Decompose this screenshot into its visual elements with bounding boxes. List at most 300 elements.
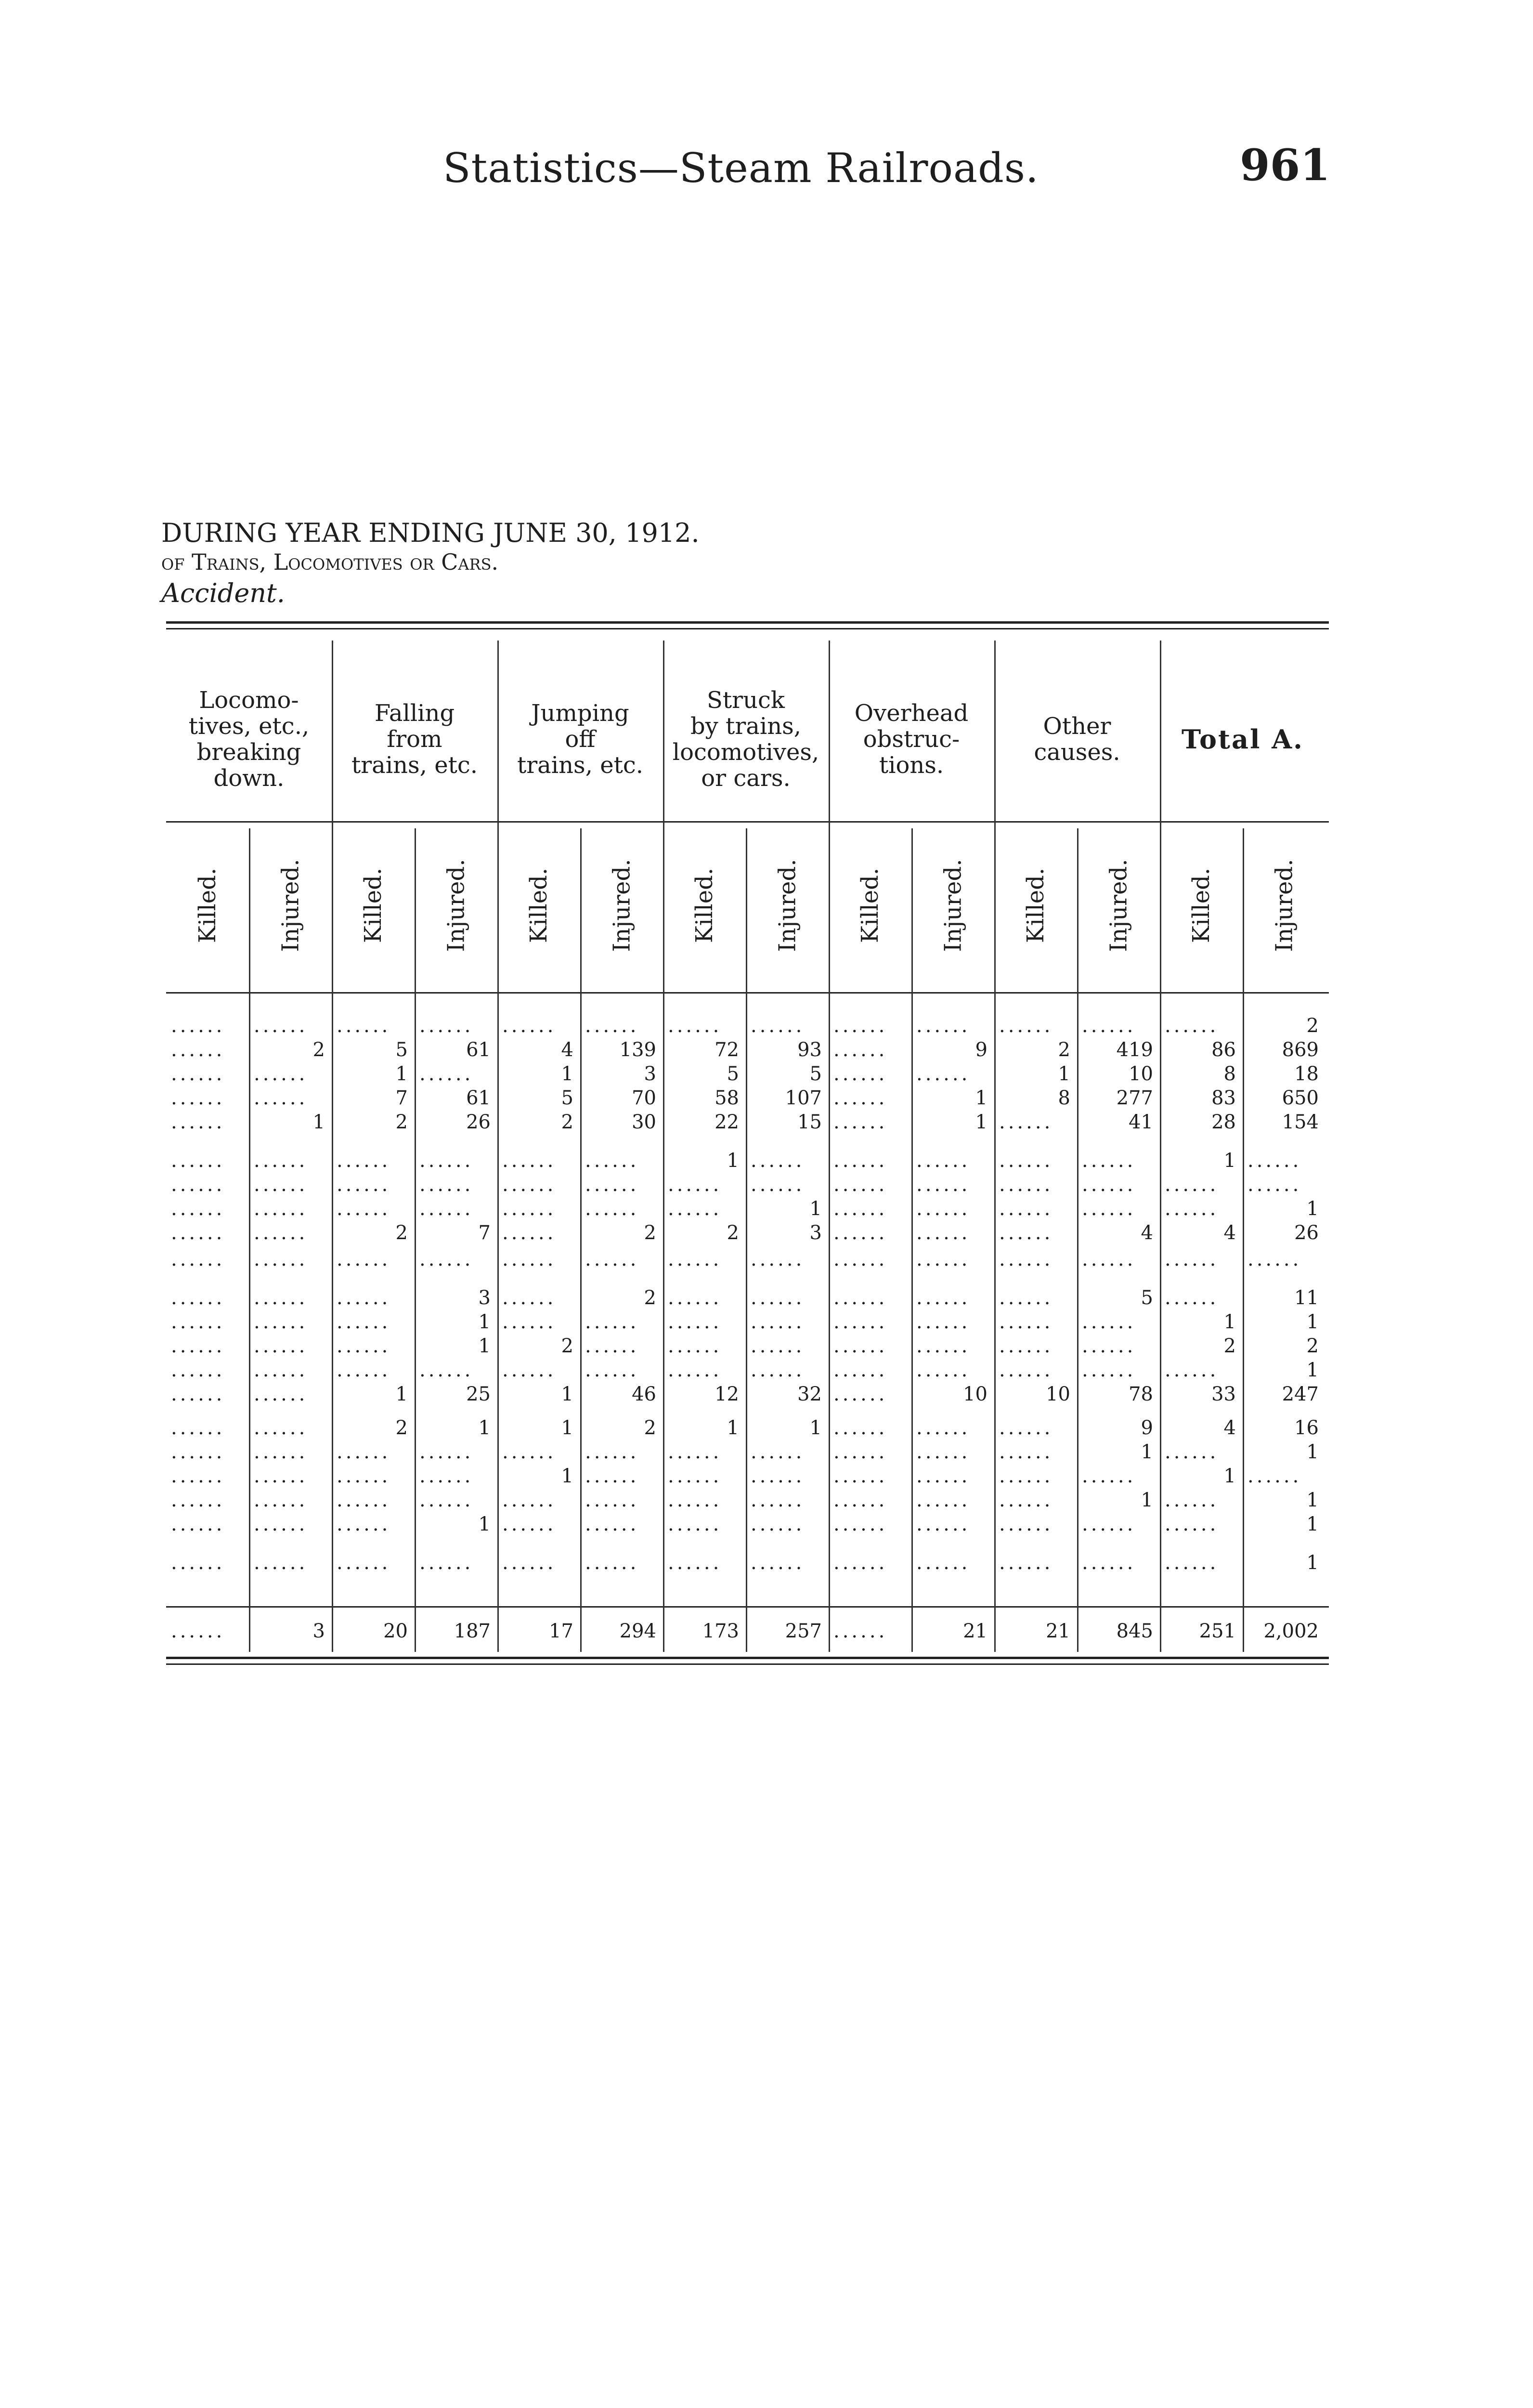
table-cell: ...... bbox=[833, 1015, 888, 1037]
table-cell: ...... bbox=[1082, 1248, 1136, 1270]
table-cell: ...... bbox=[337, 1015, 391, 1037]
subheader-label: Injured. bbox=[442, 859, 470, 952]
table-cell: ...... bbox=[419, 1489, 474, 1511]
table-cell: 8 bbox=[1058, 1087, 1070, 1109]
total-cell: 845 bbox=[1116, 1620, 1153, 1642]
killed-subheader bbox=[829, 824, 911, 987]
table-cell: ...... bbox=[751, 1311, 805, 1333]
table-cell: ...... bbox=[999, 1287, 1053, 1309]
table-cell: ...... bbox=[585, 1441, 639, 1463]
table-cell: 22 bbox=[715, 1111, 739, 1133]
table-cell: ...... bbox=[916, 1465, 971, 1487]
table-cell: ...... bbox=[999, 1198, 1053, 1220]
total-cell: 187 bbox=[454, 1620, 491, 1642]
table-cell: ...... bbox=[1165, 1489, 1219, 1511]
table-cell: ...... bbox=[502, 1359, 557, 1381]
table-cell: ...... bbox=[502, 1248, 557, 1270]
table-cell: 4 bbox=[1141, 1222, 1153, 1244]
table-cell: 419 bbox=[1116, 1039, 1153, 1061]
table-cell: ...... bbox=[254, 1287, 308, 1309]
table-cell: 2 bbox=[1306, 1335, 1319, 1357]
table-cell: ...... bbox=[1082, 1150, 1136, 1172]
table-cell: ...... bbox=[254, 1222, 308, 1244]
table-cell: ...... bbox=[916, 1335, 971, 1357]
total-cell: 17 bbox=[549, 1620, 573, 1642]
table-cell: 1 bbox=[727, 1150, 739, 1172]
table-cell: ...... bbox=[751, 1513, 805, 1535]
table-cell: 1 bbox=[975, 1111, 987, 1133]
table-cell: ...... bbox=[1165, 1513, 1219, 1535]
table-cell: 1 bbox=[975, 1087, 987, 1109]
table-cell: ...... bbox=[254, 1150, 308, 1172]
killed-subheader bbox=[332, 824, 415, 987]
table-cell: 1 bbox=[1306, 1552, 1319, 1574]
table-cell: ...... bbox=[171, 1489, 225, 1511]
table-cell: 107 bbox=[785, 1087, 822, 1109]
table-cell: ...... bbox=[502, 1198, 557, 1220]
table-cell: 93 bbox=[797, 1039, 822, 1061]
table-cell: ...... bbox=[337, 1311, 391, 1333]
table-cell: ...... bbox=[833, 1222, 888, 1244]
table-cell: ...... bbox=[1082, 1015, 1136, 1037]
table-cell: ...... bbox=[1247, 1150, 1302, 1172]
subheader-label: Killed. bbox=[525, 867, 552, 943]
table-cell: ...... bbox=[751, 1489, 805, 1511]
table-cell: 12 bbox=[715, 1383, 739, 1405]
table-cell: ...... bbox=[1165, 1174, 1219, 1196]
table-cell: ...... bbox=[833, 1111, 888, 1133]
table-cell: ...... bbox=[585, 1198, 639, 1220]
table-cell: ...... bbox=[254, 1335, 308, 1357]
table-cell: ...... bbox=[502, 1222, 557, 1244]
table-cell: 247 bbox=[1282, 1383, 1319, 1405]
subheader-label: Injured. bbox=[277, 859, 304, 952]
table-cell: 58 bbox=[715, 1087, 739, 1109]
table-cell: ...... bbox=[916, 1015, 971, 1037]
table-cell: ...... bbox=[337, 1441, 391, 1463]
table-cell: ...... bbox=[668, 1015, 722, 1037]
table-cell: ...... bbox=[999, 1513, 1053, 1535]
table-cell: ...... bbox=[337, 1359, 391, 1381]
table-cell: 1 bbox=[1141, 1489, 1153, 1511]
table-cell: 1 bbox=[395, 1063, 408, 1085]
table-cell: ...... bbox=[502, 1311, 557, 1333]
table-cell: ...... bbox=[668, 1174, 722, 1196]
total-cell: 21 bbox=[1046, 1620, 1070, 1642]
table-cell: 1 bbox=[1306, 1311, 1319, 1333]
table-cell: 2 bbox=[395, 1417, 408, 1439]
table-cell: ...... bbox=[916, 1359, 971, 1381]
table-cell: 9 bbox=[1141, 1417, 1153, 1439]
table-cell: 30 bbox=[632, 1111, 656, 1133]
table-cell: 1 bbox=[478, 1513, 491, 1535]
table-cell: ...... bbox=[751, 1335, 805, 1357]
table-cell: ...... bbox=[916, 1150, 971, 1172]
table-cell: 2 bbox=[312, 1039, 325, 1061]
table-cell: 2 bbox=[1223, 1335, 1236, 1357]
table-cell: 1 bbox=[478, 1417, 491, 1439]
table-cell: 41 bbox=[1129, 1111, 1153, 1133]
table-cell: ...... bbox=[668, 1287, 722, 1309]
table-cell: ...... bbox=[585, 1174, 639, 1196]
table-cell: ...... bbox=[916, 1552, 971, 1574]
table-cell: ...... bbox=[171, 1087, 225, 1109]
table-cell: 11 bbox=[1294, 1287, 1319, 1309]
table-cell: ...... bbox=[585, 1335, 639, 1357]
table-cell: ...... bbox=[833, 1417, 888, 1439]
table-cell: 10 bbox=[963, 1383, 987, 1405]
table-cell: ...... bbox=[833, 1198, 888, 1220]
total-cell: 257 bbox=[785, 1620, 822, 1642]
table-cell: ...... bbox=[668, 1359, 722, 1381]
table-cell: ...... bbox=[999, 1359, 1053, 1381]
table-cell: 16 bbox=[1294, 1417, 1319, 1439]
table-cell: 2 bbox=[727, 1222, 739, 1244]
table-cell: 72 bbox=[715, 1039, 739, 1061]
table-cell: 2 bbox=[1306, 1015, 1319, 1037]
table-cell: ...... bbox=[751, 1287, 805, 1309]
table-cell: 5 bbox=[561, 1087, 573, 1109]
total-cell: 20 bbox=[383, 1620, 408, 1642]
killed-subheader bbox=[166, 824, 249, 987]
table-cell: 1 bbox=[1306, 1513, 1319, 1535]
table-cell: ...... bbox=[916, 1287, 971, 1309]
bottom-rule-inner bbox=[166, 1663, 1329, 1665]
table-cell: ...... bbox=[668, 1311, 722, 1333]
table-cell: 1 bbox=[312, 1111, 325, 1133]
table-cell: ...... bbox=[1247, 1248, 1302, 1270]
table-cell: ...... bbox=[419, 1174, 474, 1196]
table-cell: ...... bbox=[751, 1465, 805, 1487]
table-cell: ...... bbox=[419, 1248, 474, 1270]
table-cell: ...... bbox=[585, 1359, 639, 1381]
table-cell: ...... bbox=[502, 1174, 557, 1196]
total-cell: 3 bbox=[312, 1620, 325, 1642]
table-cell: ...... bbox=[833, 1174, 888, 1196]
subheader-label: Injured. bbox=[939, 859, 967, 952]
table-cell: 8 bbox=[1223, 1063, 1236, 1085]
group-header-overhead-obstructions: Overhead obstruc- tions. bbox=[854, 700, 969, 779]
table-cell: 3 bbox=[478, 1287, 491, 1309]
table-cell: ...... bbox=[833, 1248, 888, 1270]
total-cell: 21 bbox=[963, 1620, 987, 1642]
table-cell: 3 bbox=[809, 1222, 822, 1244]
table-cell: ...... bbox=[916, 1417, 971, 1439]
table-cell: 1 bbox=[1223, 1465, 1236, 1487]
table-cell: ...... bbox=[171, 1359, 225, 1381]
table-cell: ...... bbox=[751, 1150, 805, 1172]
table-cell: ...... bbox=[171, 1150, 225, 1172]
table-cell: 1 bbox=[1306, 1359, 1319, 1381]
table-cell: 4 bbox=[1223, 1417, 1236, 1439]
table-cell: ...... bbox=[171, 1417, 225, 1439]
table-cell: 869 bbox=[1282, 1039, 1319, 1061]
table-cell: ...... bbox=[419, 1552, 474, 1574]
top-rule bbox=[166, 621, 1329, 624]
table-cell: ...... bbox=[916, 1441, 971, 1463]
total-cell: 294 bbox=[619, 1620, 656, 1642]
total-cell: 251 bbox=[1199, 1620, 1236, 1642]
table-cell: ...... bbox=[254, 1311, 308, 1333]
table-cell: 1 bbox=[727, 1417, 739, 1439]
table-cell: ...... bbox=[585, 1248, 639, 1270]
table-cell: ...... bbox=[833, 1489, 888, 1511]
table-cell: ...... bbox=[337, 1465, 391, 1487]
subheader-label: Killed. bbox=[691, 867, 718, 943]
table-cell: ...... bbox=[419, 1441, 474, 1463]
table-cell: ...... bbox=[751, 1174, 805, 1196]
injured-subheader bbox=[249, 824, 332, 987]
table-caption-line-1: DURING YEAR ENDING JUNE 30, 1912. bbox=[161, 518, 700, 548]
table-cell: 4 bbox=[1223, 1222, 1236, 1244]
table-cell: 78 bbox=[1129, 1383, 1153, 1405]
table-cell: ...... bbox=[254, 1465, 308, 1487]
table-cell: ...... bbox=[833, 1441, 888, 1463]
table-cell: 2 bbox=[395, 1222, 408, 1244]
table-cell: 2 bbox=[644, 1417, 656, 1439]
table-cell: ...... bbox=[585, 1015, 639, 1037]
injured-subheader bbox=[1243, 824, 1325, 987]
table-cell: ...... bbox=[751, 1359, 805, 1381]
table-cell: ...... bbox=[419, 1359, 474, 1381]
table-cell: ...... bbox=[668, 1513, 722, 1535]
table-cell: ...... bbox=[171, 1287, 225, 1309]
table-cell: ...... bbox=[585, 1311, 639, 1333]
subhead-rule bbox=[166, 992, 1329, 994]
table-cell: ...... bbox=[916, 1489, 971, 1511]
group-header-struck-by-trains: Struck by trains, locomotives, or cars. bbox=[672, 687, 819, 792]
table-cell: ...... bbox=[419, 1150, 474, 1172]
table-cell: ...... bbox=[337, 1198, 391, 1220]
table-cell: ...... bbox=[833, 1359, 888, 1381]
table-cell: ...... bbox=[999, 1311, 1053, 1333]
table-cell: ...... bbox=[585, 1465, 639, 1487]
table-cell: ...... bbox=[1082, 1359, 1136, 1381]
table-cell: 1 bbox=[809, 1417, 822, 1439]
table-cell: ...... bbox=[585, 1552, 639, 1574]
table-cell: ...... bbox=[751, 1552, 805, 1574]
table-cell: ...... bbox=[254, 1489, 308, 1511]
total-cell: ...... bbox=[171, 1620, 225, 1642]
table-cell: ...... bbox=[1165, 1248, 1219, 1270]
table-cell: ...... bbox=[999, 1248, 1053, 1270]
table-cell: ...... bbox=[502, 1441, 557, 1463]
table-cell: ...... bbox=[502, 1552, 557, 1574]
table-cell: 61 bbox=[466, 1039, 491, 1061]
table-cell: ...... bbox=[337, 1513, 391, 1535]
table-cell: ...... bbox=[916, 1174, 971, 1196]
table-cell: ...... bbox=[337, 1287, 391, 1309]
table-cell: ...... bbox=[171, 1513, 225, 1535]
table-cell: ...... bbox=[502, 1513, 557, 1535]
table-cell: 15 bbox=[797, 1111, 822, 1133]
table-cell: ...... bbox=[1082, 1465, 1136, 1487]
table-cell: 61 bbox=[466, 1087, 491, 1109]
table-cell: ...... bbox=[999, 1441, 1053, 1463]
table-cell: ...... bbox=[254, 1015, 308, 1037]
table-cell: ...... bbox=[833, 1383, 888, 1405]
table-cell: 3 bbox=[644, 1063, 656, 1085]
total-rule bbox=[166, 1606, 1329, 1608]
table-cell: 1 bbox=[395, 1383, 408, 1405]
table-cell: ...... bbox=[337, 1248, 391, 1270]
header-rule bbox=[166, 821, 1329, 823]
table-cell: ...... bbox=[1247, 1174, 1302, 1196]
table-cell: ...... bbox=[254, 1383, 308, 1405]
table-cell: 46 bbox=[632, 1383, 656, 1405]
table-cell: 18 bbox=[1294, 1063, 1319, 1085]
running-head: Statistics—Steam Railroads. bbox=[443, 144, 1039, 192]
accident-statistics-table bbox=[166, 621, 1329, 1686]
table-cell: ...... bbox=[833, 1513, 888, 1535]
table-cell: ...... bbox=[254, 1441, 308, 1463]
table-cell: ...... bbox=[999, 1552, 1053, 1574]
table-cell: 4 bbox=[561, 1039, 573, 1061]
table-cell: 5 bbox=[727, 1063, 739, 1085]
group-header-jumping-off-trains: Jumping off trains, etc. bbox=[517, 700, 644, 779]
table-cell: ...... bbox=[337, 1552, 391, 1574]
table-cell: ...... bbox=[668, 1441, 722, 1463]
table-cell: ...... bbox=[1082, 1311, 1136, 1333]
table-cell: ...... bbox=[254, 1513, 308, 1535]
table-cell: 1 bbox=[1223, 1150, 1236, 1172]
table-cell: ...... bbox=[751, 1015, 805, 1037]
table-cell: ...... bbox=[171, 1311, 225, 1333]
table-cell: ...... bbox=[833, 1465, 888, 1487]
table-cell: ...... bbox=[999, 1150, 1053, 1172]
table-cell: ...... bbox=[999, 1111, 1053, 1133]
table-cell: 1 bbox=[1223, 1311, 1236, 1333]
table-cell: 2 bbox=[561, 1111, 573, 1133]
table-cell: ...... bbox=[999, 1465, 1053, 1487]
table-cell: 7 bbox=[395, 1087, 408, 1109]
table-cell: 2 bbox=[395, 1111, 408, 1133]
table-cell: ...... bbox=[1082, 1552, 1136, 1574]
table-cell: 2 bbox=[1058, 1039, 1070, 1061]
table-cell: ...... bbox=[916, 1513, 971, 1535]
table-cell: ...... bbox=[171, 1383, 225, 1405]
killed-subheader bbox=[663, 824, 746, 987]
table-caption-line-3: Accident. bbox=[161, 578, 285, 608]
table-cell: ...... bbox=[171, 1015, 225, 1037]
table-cell: ...... bbox=[254, 1417, 308, 1439]
table-cell: ...... bbox=[833, 1063, 888, 1085]
table-cell: ...... bbox=[502, 1489, 557, 1511]
subheader-label: Killed. bbox=[360, 867, 387, 943]
table-cell: 10 bbox=[1129, 1063, 1153, 1085]
table-cell: ...... bbox=[999, 1222, 1053, 1244]
table-cell: ...... bbox=[502, 1287, 557, 1309]
table-cell: ...... bbox=[833, 1311, 888, 1333]
table-cell: 1 bbox=[561, 1417, 573, 1439]
table-cell: ...... bbox=[1082, 1513, 1136, 1535]
table-cell: ...... bbox=[1082, 1198, 1136, 1220]
table-cell: ...... bbox=[833, 1552, 888, 1574]
table-cell: ...... bbox=[171, 1465, 225, 1487]
table-cell: ...... bbox=[1165, 1441, 1219, 1463]
table-cell: ...... bbox=[751, 1441, 805, 1463]
subheader-label: Injured. bbox=[1271, 859, 1298, 952]
group-header-locomotives-breaking-down: Locomo- tives, etc., breaking down. bbox=[188, 687, 310, 792]
table-cell: ...... bbox=[1165, 1359, 1219, 1381]
killed-subheader bbox=[1160, 824, 1243, 987]
table-cell: 1 bbox=[1141, 1441, 1153, 1463]
table-cell: ...... bbox=[585, 1513, 639, 1535]
table-cell: ...... bbox=[833, 1087, 888, 1109]
group-header-falling-from-trains: Falling from trains, etc. bbox=[351, 700, 478, 779]
subheader-label: Killed. bbox=[857, 867, 883, 943]
table-cell: ...... bbox=[502, 1015, 557, 1037]
table-cell: 1 bbox=[561, 1063, 573, 1085]
table-cell: ...... bbox=[833, 1287, 888, 1309]
table-cell: ...... bbox=[1165, 1015, 1219, 1037]
table-cell: 2 bbox=[561, 1335, 573, 1357]
table-cell: ...... bbox=[419, 1015, 474, 1037]
table-cell: 26 bbox=[466, 1111, 491, 1133]
table-cell: 25 bbox=[466, 1383, 491, 1405]
table-cell: ...... bbox=[171, 1552, 225, 1574]
table-cell: ...... bbox=[171, 1198, 225, 1220]
table-cell: 5 bbox=[809, 1063, 822, 1085]
table-cell: 1 bbox=[561, 1465, 573, 1487]
injured-subheader bbox=[1077, 824, 1160, 987]
killed-subheader bbox=[497, 824, 580, 987]
top-rule-inner bbox=[166, 628, 1329, 629]
subheader-label: Killed. bbox=[1188, 867, 1215, 943]
table-cell: ...... bbox=[254, 1063, 308, 1085]
table-cell: ...... bbox=[916, 1311, 971, 1333]
table-cell: 5 bbox=[1141, 1287, 1153, 1309]
table-cell: 1 bbox=[478, 1335, 491, 1357]
table-cell: ...... bbox=[337, 1335, 391, 1357]
table-cell: ...... bbox=[1165, 1198, 1219, 1220]
table-cell: ...... bbox=[254, 1087, 308, 1109]
table-cell: 1 bbox=[1306, 1489, 1319, 1511]
table-cell: ...... bbox=[585, 1150, 639, 1172]
table-cell: ...... bbox=[751, 1248, 805, 1270]
table-cell: ...... bbox=[1082, 1335, 1136, 1357]
table-cell: 1 bbox=[1058, 1063, 1070, 1085]
table-cell: 26 bbox=[1294, 1222, 1319, 1244]
table-caption-line-2: of Trains, Locomotives or Cars. bbox=[161, 549, 499, 575]
table-cell: ...... bbox=[1165, 1287, 1219, 1309]
table-cell: ...... bbox=[833, 1039, 888, 1061]
table-cell: 7 bbox=[478, 1222, 491, 1244]
table-cell: 650 bbox=[1282, 1087, 1319, 1109]
table-cell: 83 bbox=[1211, 1087, 1236, 1109]
table-cell: 2 bbox=[644, 1222, 656, 1244]
table-cell: ...... bbox=[668, 1552, 722, 1574]
table-cell: ...... bbox=[668, 1465, 722, 1487]
subheader-label: Injured. bbox=[1105, 859, 1132, 952]
table-cell: ...... bbox=[337, 1150, 391, 1172]
table-cell: 5 bbox=[395, 1039, 408, 1061]
table-cell: ...... bbox=[171, 1222, 225, 1244]
table-cell: ...... bbox=[585, 1489, 639, 1511]
injured-subheader bbox=[911, 824, 994, 987]
table-cell: ...... bbox=[254, 1359, 308, 1381]
table-cell: ...... bbox=[171, 1174, 225, 1196]
subheader-label: Killed. bbox=[1022, 867, 1049, 943]
table-cell: ...... bbox=[668, 1198, 722, 1220]
injured-subheader bbox=[746, 824, 829, 987]
table-cell: ...... bbox=[1247, 1465, 1302, 1487]
table-cell: ...... bbox=[1082, 1174, 1136, 1196]
table-cell: ...... bbox=[916, 1248, 971, 1270]
table-cell: ...... bbox=[171, 1335, 225, 1357]
table-cell: 1 bbox=[1306, 1198, 1319, 1220]
injured-subheader bbox=[580, 824, 663, 987]
